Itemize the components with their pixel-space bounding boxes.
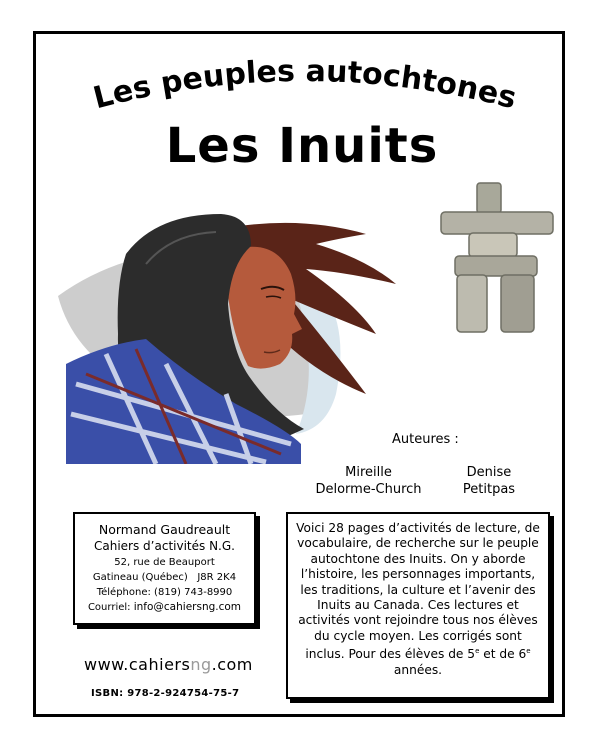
email-link[interactable]: info@cahiersng.com xyxy=(133,601,242,613)
inukshuk-illustration xyxy=(441,183,553,332)
author-denise xyxy=(454,464,524,498)
description-box xyxy=(286,512,550,699)
page-title: Les Inuits xyxy=(165,118,439,174)
description-end: années. xyxy=(393,662,443,677)
ordinal-5: e xyxy=(475,647,480,656)
description-mid: et de 6 xyxy=(479,647,527,662)
website-suffix: .com xyxy=(211,655,253,674)
publisher-city: Gatineau (Québec) J8R 2K4 xyxy=(92,572,237,583)
author-first-name: Mireille xyxy=(345,465,392,480)
author-first-name: Denise xyxy=(466,465,512,480)
publisher-name: Normand Gaudreault xyxy=(98,522,231,537)
author-mireille xyxy=(306,464,431,498)
publisher-phone: Téléphone: (819) 743-8990 xyxy=(96,587,233,598)
email-label: Courriel: xyxy=(87,602,131,613)
publisher-email-line xyxy=(75,600,254,615)
website-highlight: ng xyxy=(190,655,212,674)
author-last-name: Petitpas xyxy=(462,482,516,497)
isbn: ISBN: 978-2-924754-75-7 xyxy=(91,688,240,699)
book-cover xyxy=(33,31,565,717)
publisher-box xyxy=(73,512,256,625)
author-last-name: Delorme-Church xyxy=(315,482,422,497)
website-prefix: www.cahiers xyxy=(84,655,191,674)
description-text: Voici 28 pages d’activités de lecture, de vocabulaire, de recherche sur le peuple autochtone des Inuits. On y aborde l’histoire, les personnages importants, les traditions, la culture et l’avenir des Inuits au Canada. Ces lectures et activités vont rejoindre tous nos élèves du cycle moyen. Les corrigés sont inclus. Pour des élèves de 5 xyxy=(296,521,540,662)
title-line1: Les peuples autochtones xyxy=(89,53,520,117)
website-link[interactable] xyxy=(84,655,253,674)
publisher-street: 52, rue de Beauport xyxy=(114,557,215,568)
ordinal-6: e xyxy=(526,647,531,656)
publisher-company: Cahiers d’activités N.G. xyxy=(94,539,235,553)
authors-label: Auteures : xyxy=(392,432,459,447)
cover-illustration xyxy=(36,34,565,464)
